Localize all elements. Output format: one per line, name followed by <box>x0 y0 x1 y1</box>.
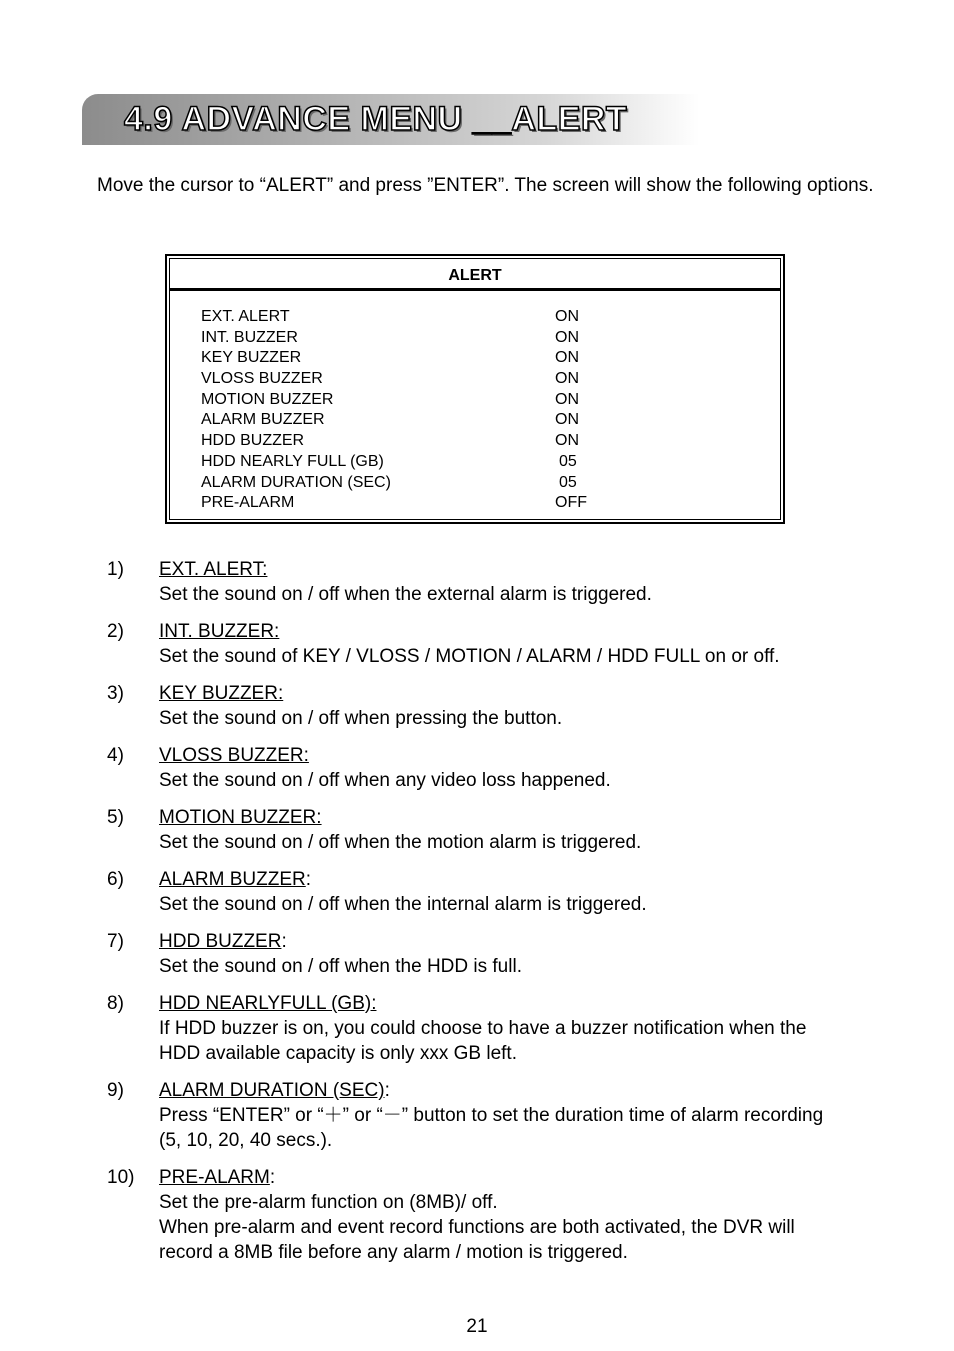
list-item-heading <box>159 867 897 892</box>
list-item <box>107 619 897 669</box>
list-item-number: 4) <box>107 745 124 766</box>
menu-row-value: ON <box>555 432 579 450</box>
alert-menu-frame <box>169 258 781 520</box>
list-item-heading-text: ALARM DURATION (SEC) <box>159 1080 385 1101</box>
alert-menu-screenshot <box>165 254 785 524</box>
section-banner <box>82 94 700 145</box>
list-item-heading <box>159 805 897 830</box>
list-item-description: Set the sound of KEY / VLOSS / MOTION / ALARM / HDD FULL on or off. <box>159 646 780 667</box>
menu-row <box>201 431 780 452</box>
menu-row-value: 05 <box>559 452 577 470</box>
menu-row-label: EXT. ALERT <box>201 308 290 325</box>
list-item <box>107 1078 897 1153</box>
list-item <box>107 929 897 979</box>
section-title: 4.9 ADVANCE MENU __ALERT <box>124 100 628 138</box>
list-item-description: Set the sound on / off when the motion alarm is triggered. <box>159 832 642 853</box>
menu-row-label: INT. BUZZER <box>201 328 298 346</box>
menu-row-value: 05 <box>559 473 577 491</box>
list-item-heading-suffix: : <box>384 1080 390 1101</box>
list-item <box>107 867 897 917</box>
list-item <box>107 743 897 793</box>
list-item <box>107 805 897 855</box>
list-item-number: 9) <box>107 1080 124 1101</box>
menu-row-value: ON <box>555 308 579 325</box>
menu-row-value: OFF <box>555 494 587 512</box>
menu-row-value: ON <box>555 411 579 429</box>
menu-row <box>201 410 780 431</box>
list-item-description: HDD available capacity is only xxx GB left. <box>159 1043 517 1064</box>
menu-row-value: ON <box>555 390 579 408</box>
list-item-heading-text: HDD NEARLYFULL (GB): <box>159 993 377 1014</box>
list-item-description: Press “ENTER” or “＋” or “－” button to set the duration time of alarm recording <box>159 1105 824 1126</box>
list-item-heading-text: KEY BUZZER: <box>159 683 284 704</box>
list-item-description: Set the sound on / off when the external alarm is triggered. <box>159 584 652 605</box>
list-item-description: If HDD buzzer is on, you could choose to have a buzzer notification when the <box>159 1018 807 1039</box>
list-item-heading-text: HDD BUZZER <box>159 931 282 952</box>
list-item-heading-suffix: : <box>281 931 287 952</box>
list-item-number: 10) <box>107 1167 135 1188</box>
list-item <box>107 1165 897 1265</box>
list-item-description: When pre-alarm and event record functions are both activated, the DVR will <box>159 1217 795 1238</box>
list-item-description: Set the sound on / off when the internal alarm is triggered. <box>159 894 647 915</box>
menu-row <box>201 348 780 369</box>
menu-row-value: ON <box>555 349 579 367</box>
list-item-heading <box>159 681 897 706</box>
list-item-number: 2) <box>107 621 124 642</box>
list-item-heading-text: INT. BUZZER: <box>159 621 280 642</box>
menu-row-label: ALARM BUZZER <box>201 411 325 429</box>
list-item-heading <box>159 619 897 644</box>
list-item-heading-text: EXT. ALERT: <box>159 559 268 580</box>
list-item-heading-text: VLOSS BUZZER: <box>159 745 309 766</box>
intro-paragraph: Move the cursor to “ALERT” and press ”ENTER”. The screen will show the following options. <box>97 175 874 196</box>
list-item <box>107 681 897 731</box>
menu-row-label: MOTION BUZZER <box>201 390 334 408</box>
menu-row-label: PRE-ALARM <box>201 494 295 512</box>
menu-row <box>201 390 780 411</box>
list-item <box>107 991 897 1066</box>
list-item-heading-text: MOTION BUZZER: <box>159 807 322 828</box>
list-item-heading-suffix: : <box>305 869 312 890</box>
menu-row-label: HDD NEARLY FULL (GB) <box>201 452 384 470</box>
list-item-heading-suffix: : <box>269 1167 276 1188</box>
menu-row <box>201 369 780 390</box>
list-item-description: Set the sound on / off when the HDD is full. <box>159 956 522 977</box>
list-item-heading <box>159 929 897 954</box>
list-item-number: 7) <box>107 931 124 952</box>
list-item-description: Set the pre-alarm function on (8MB)/ off. <box>159 1192 498 1213</box>
list-item-heading <box>159 1165 897 1190</box>
list-item-heading <box>159 991 897 1016</box>
list-item <box>107 557 897 607</box>
menu-row <box>201 493 780 514</box>
list-item-heading <box>159 557 897 582</box>
list-item-number: 5) <box>107 807 124 828</box>
option-list <box>107 557 897 1277</box>
menu-row <box>201 473 780 494</box>
menu-row <box>201 328 780 349</box>
page-number: 21 <box>466 1316 488 1337</box>
list-item-heading <box>159 1078 897 1103</box>
menu-row-label: HDD BUZZER <box>201 432 305 450</box>
menu-row-value: ON <box>555 328 579 346</box>
list-item-description: record a 8MB file before any alarm / motion is triggered. <box>159 1242 628 1263</box>
list-item-heading <box>159 743 897 768</box>
menu-row-label: VLOSS BUZZER <box>201 370 323 388</box>
alert-menu-rows <box>201 307 780 514</box>
list-item-heading-text: ALARM BUZZER <box>159 869 306 890</box>
menu-row-value: ON <box>555 370 579 388</box>
menu-row-label: KEY BUZZER <box>201 349 302 367</box>
list-item-number: 8) <box>107 993 124 1014</box>
list-item-number: 6) <box>107 869 124 890</box>
list-item-description: Set the sound on / off when pressing the button. <box>159 708 563 729</box>
menu-row-label: ALARM DURATION (SEC) <box>201 473 391 491</box>
alert-menu-title: ALERT <box>448 267 502 284</box>
list-item-description: (5, 10, 20, 40 secs.). <box>159 1130 333 1151</box>
list-item-number: 1) <box>107 559 124 580</box>
list-item-description: Set the sound on / off when any video loss happened. <box>159 770 611 791</box>
alert-menu-divider <box>170 288 780 291</box>
menu-row <box>201 307 780 328</box>
list-item-number: 3) <box>107 683 124 704</box>
list-item-heading-text: PRE-ALARM <box>159 1167 270 1188</box>
menu-row <box>201 452 780 473</box>
